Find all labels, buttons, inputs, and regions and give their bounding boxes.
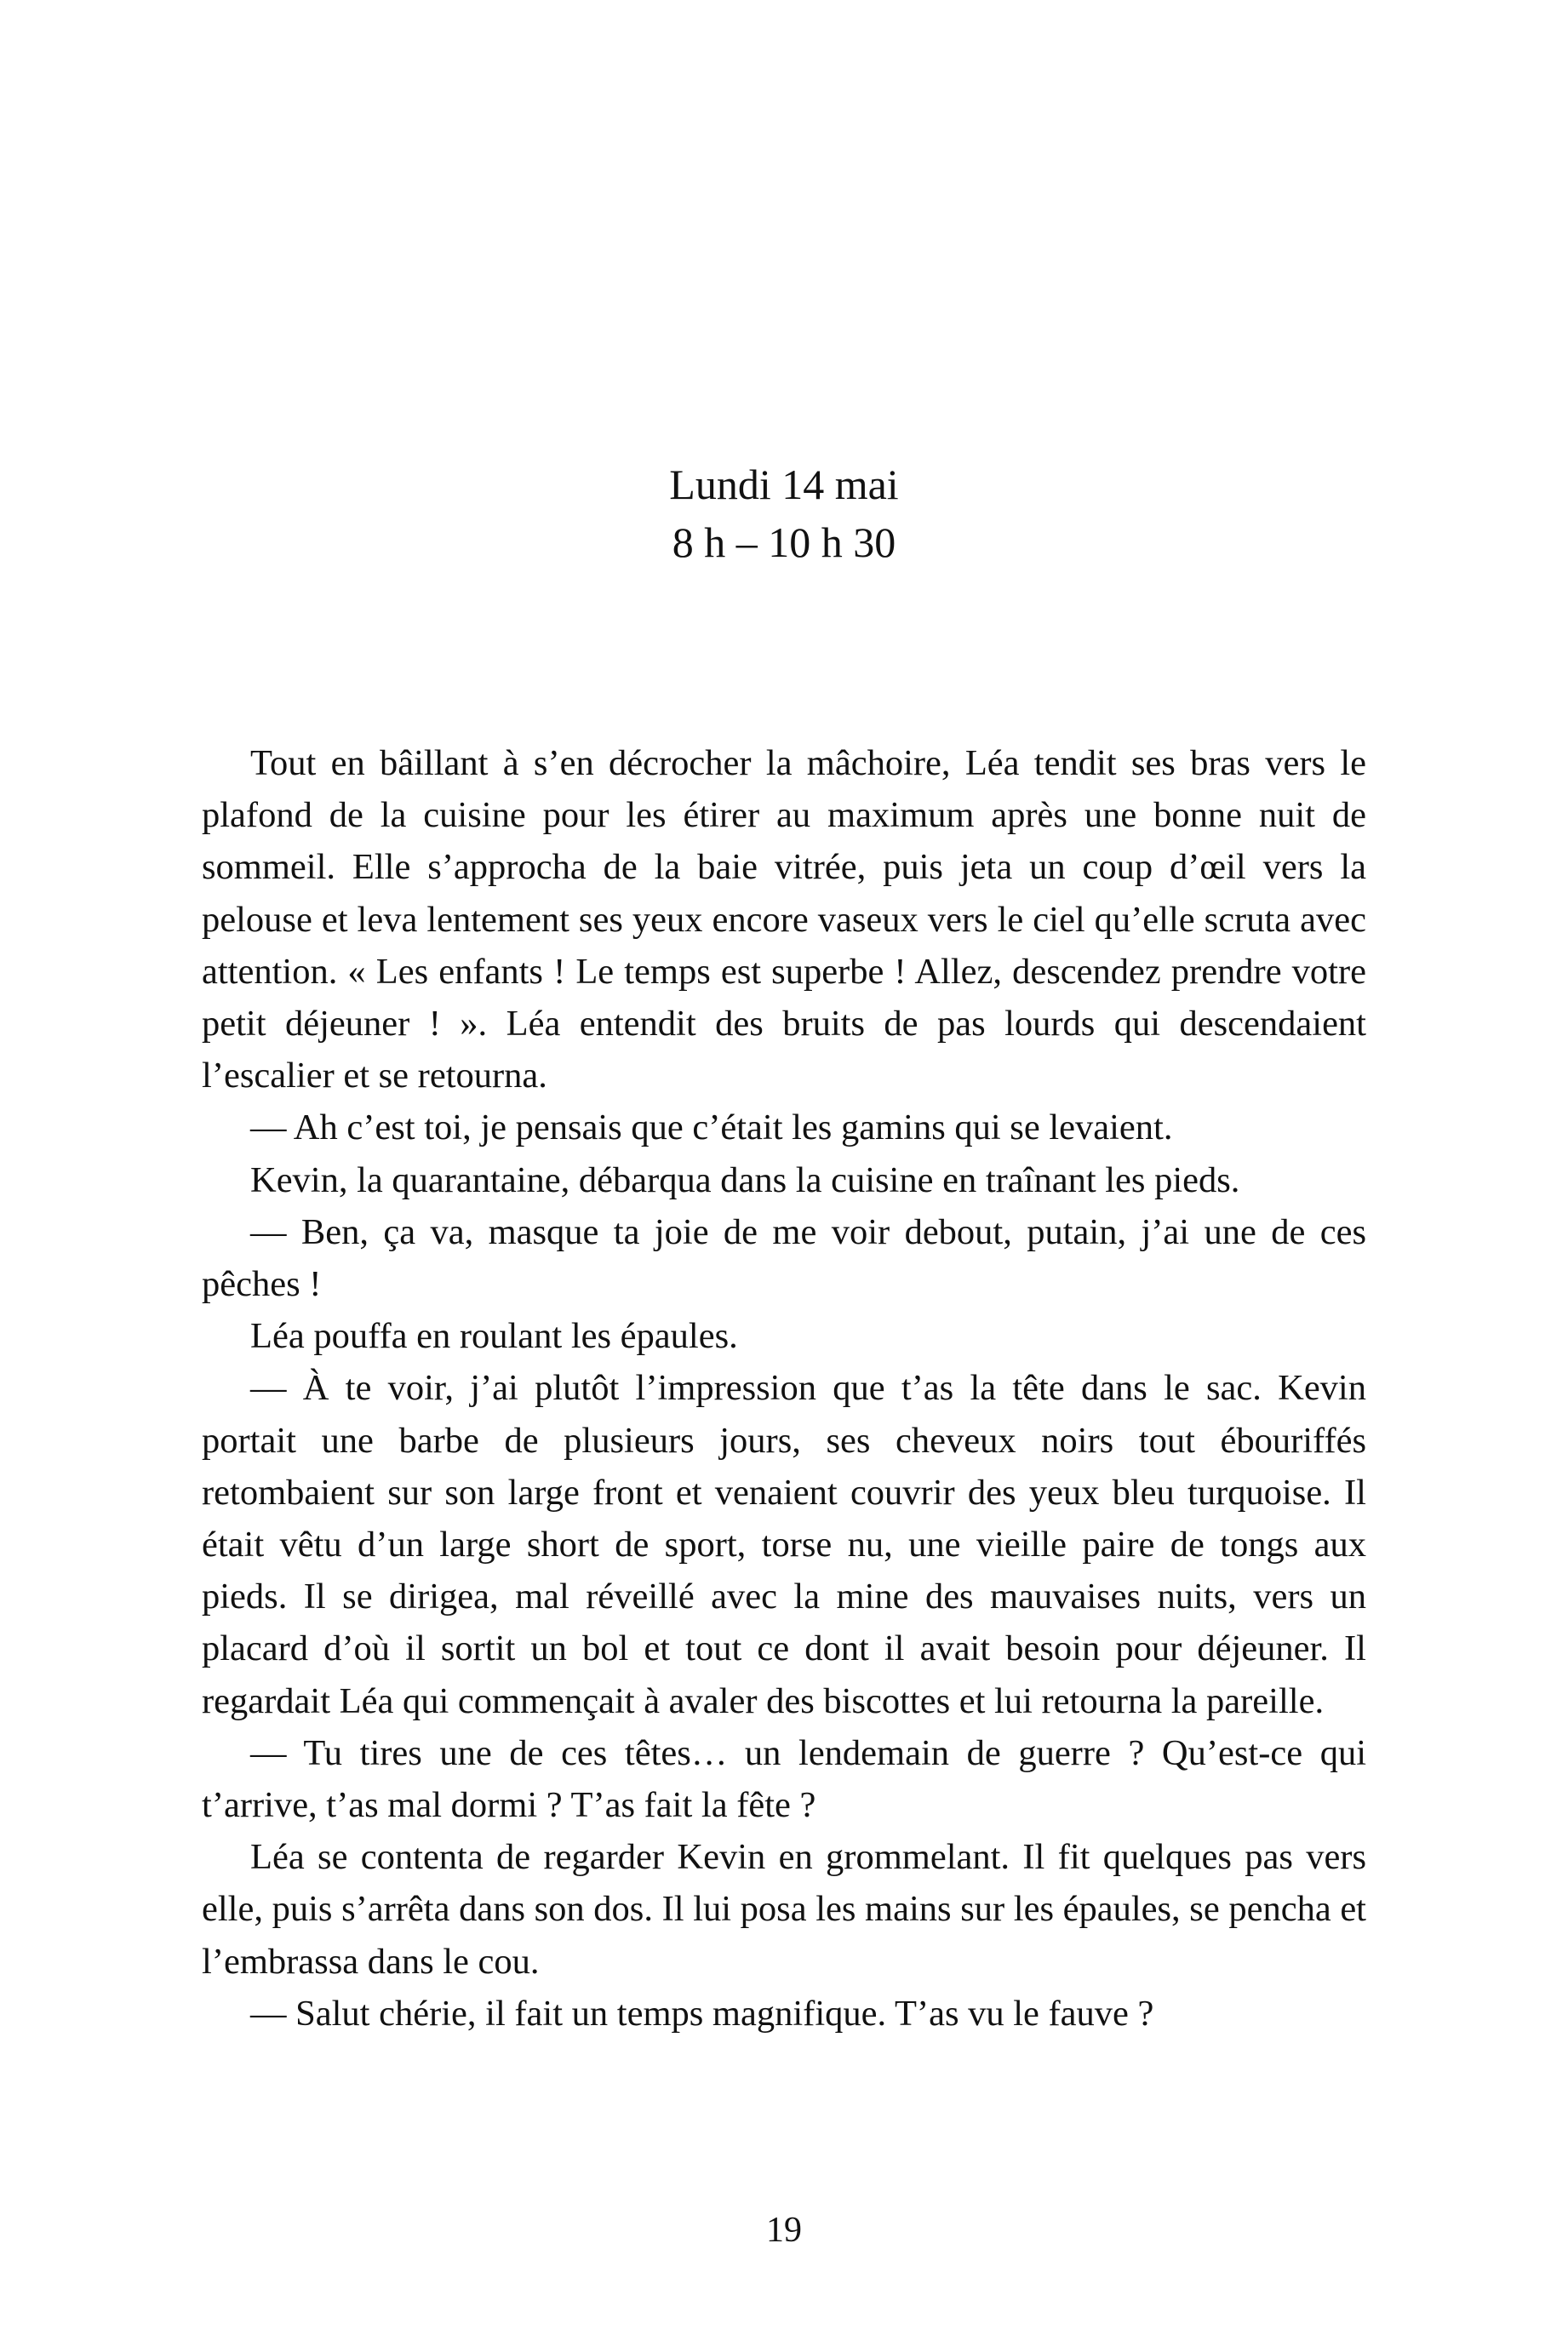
page-number: 19 — [766, 2211, 802, 2250]
paragraph: Kevin, la quarantaine, débarqua dans la cuisine en traînant les pieds. — [250, 1159, 1240, 1200]
paragraph: Léa pouffa en roulant les épaules. — [250, 1316, 738, 1357]
paragraph: — Salut chérie, il fait un temps magnifique. T’as vu le fauve ? — [250, 1993, 1154, 2034]
paragraph: — Ah c’est toi, je pensais que c’était les gamins qui se levaient. — [250, 1107, 1173, 1148]
heading-time: 8 h – 10 h 30 — [672, 518, 896, 566]
paragraph: — Tu tires une de ces têtes… un lendemain de guerre ? Qu’est-ce qui t’arrive, t’as mal dormi ? T’as fait la fête ? — [202, 1732, 1366, 1826]
paragraph: Tout en bâillant à s’en décrocher la mâchoire, Léa tendit ses bras vers le plafond de la cuisine pour les étirer au maximum après une bonne nuit de sommeil. Elle s’approcha de la baie vitrée, puis jeta un coup d’œil vers la pelouse et leva lentement ses yeux encore vaseux vers le ciel qu’elle scruta avec attention. « Les enfants ! Le temps est superbe ! Allez, descendez prendre votre petit déjeuner ! ». Léa entendit des bruits de pas lourds qui descendaient l’escalier et se retourna. — [202, 743, 1366, 1096]
paragraph: — Ben, ça va, masque ta joie de me voir debout, putain, j’ai une de ces pêches ! — [202, 1211, 1366, 1305]
chapter-heading — [0, 455, 1568, 571]
paragraph: — À te voir, j’ai plutôt l’impression que t’as la tête dans le sac. Kevin portait une barbe de plusieurs jours, ses cheveux noirs tout ébouriffés retombaient sur son large front et venaient couvrir des yeux bleu turquoise. Il était vêtu d’un large short de sport, torse nu, une vieille paire de tongs aux pieds. Il se dirigea, mal réveillé avec la mine des mauvaises nuits, vers un placard d’où il sortit un bol et tout ce dont il avait besoin pour déjeuner. Il regardait Léa qui commençait à avaler des biscottes et lui retourna la pareille. — [202, 1368, 1366, 1721]
body-text — [202, 737, 1366, 2040]
paragraph: Léa se contenta de regarder Kevin en grommelant. Il fit quelques pas vers elle, puis s’arrêta dans son dos. Il lui posa les mains sur les épaules, se pencha et l’embrassa dans le cou. — [202, 1837, 1366, 1982]
heading-date: Lundi 14 mai — [669, 461, 899, 508]
